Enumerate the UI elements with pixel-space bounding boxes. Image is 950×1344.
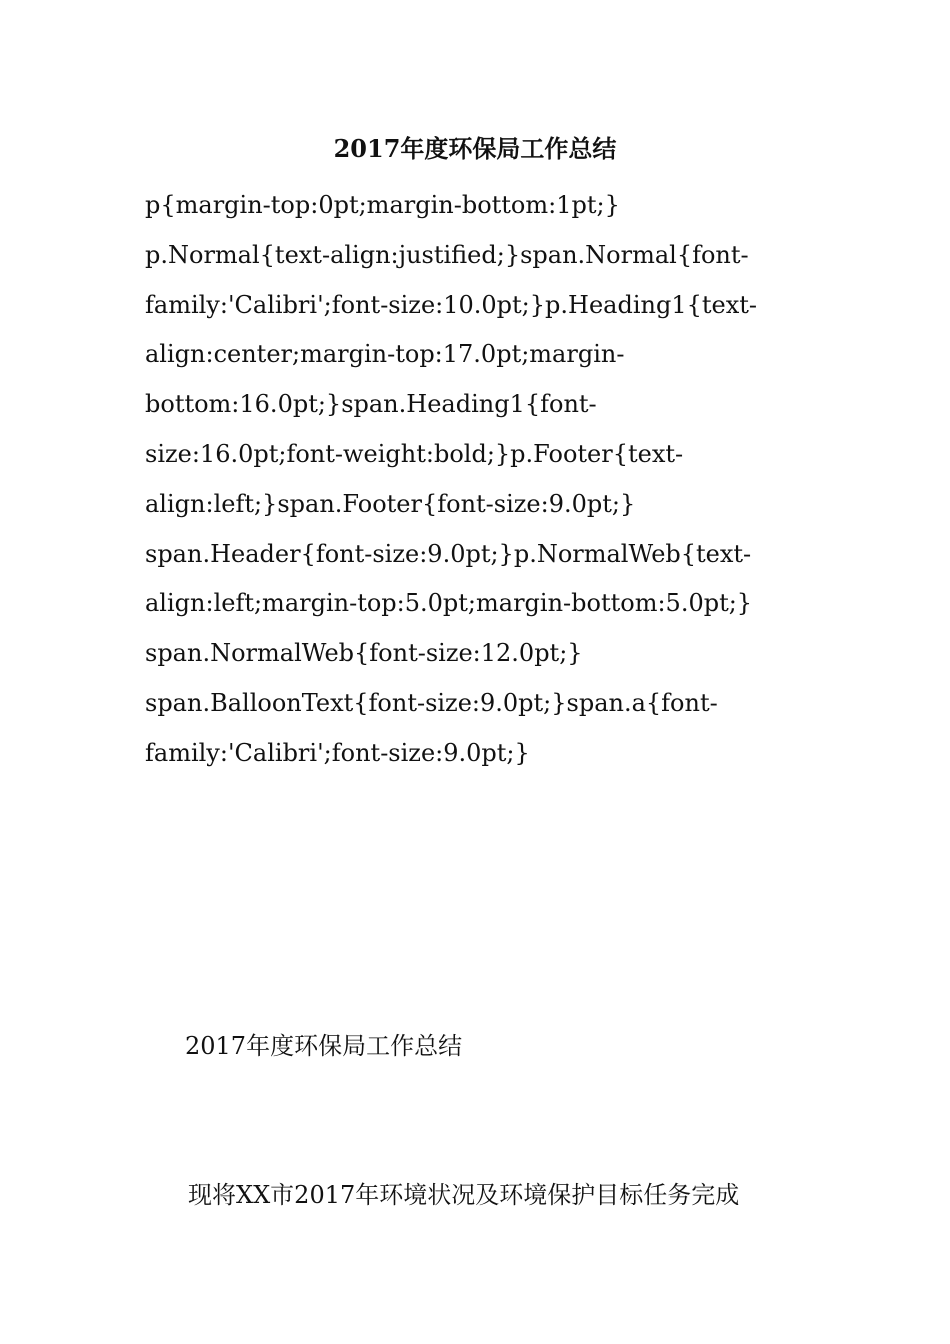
css-text-line: span.Header{font-size:9.0pt;}p.NormalWeb{text- xyxy=(145,539,752,568)
intro-paragraph: 现将XX市2017年环境状况及环境保护目标任务完成 xyxy=(188,1181,740,1209)
css-text-line: span.BalloonText{font-size:9.0pt;}span.a{font- xyxy=(145,688,718,717)
css-text-line: p{margin-top:0pt;margin-bottom:1pt;} xyxy=(145,191,620,219)
css-text-line: align:left;}span.Footer{font-size:9.0pt;} xyxy=(145,489,636,518)
css-text-line: align:left;margin-top:5.0pt;margin-bottom:5.0pt;} xyxy=(145,589,753,618)
section-title: 2017年度环保局工作总结 xyxy=(185,1032,463,1060)
css-text-line: span.NormalWeb{font-size:12.0pt;} xyxy=(145,639,583,668)
css-text-line: align:center;margin-top:17.0pt;margin- xyxy=(145,340,625,369)
document-title: 2017年度环保局工作总结 xyxy=(333,134,617,163)
css-text-line: bottom:16.0pt;}span.Heading1{font- xyxy=(145,390,597,419)
css-text-line: family:'Calibri';font-size:10.0pt;}p.Heading1{text- xyxy=(145,290,757,319)
css-text-line: family:'Calibri';font-size:9.0pt;} xyxy=(145,738,530,767)
embedded-css-text xyxy=(145,181,825,779)
css-text-line: p.Normal{text-align:justified;}span.Normal{font- xyxy=(145,240,749,269)
css-text-line: size:16.0pt;font-weight:bold;}p.Footer{text- xyxy=(145,439,684,468)
